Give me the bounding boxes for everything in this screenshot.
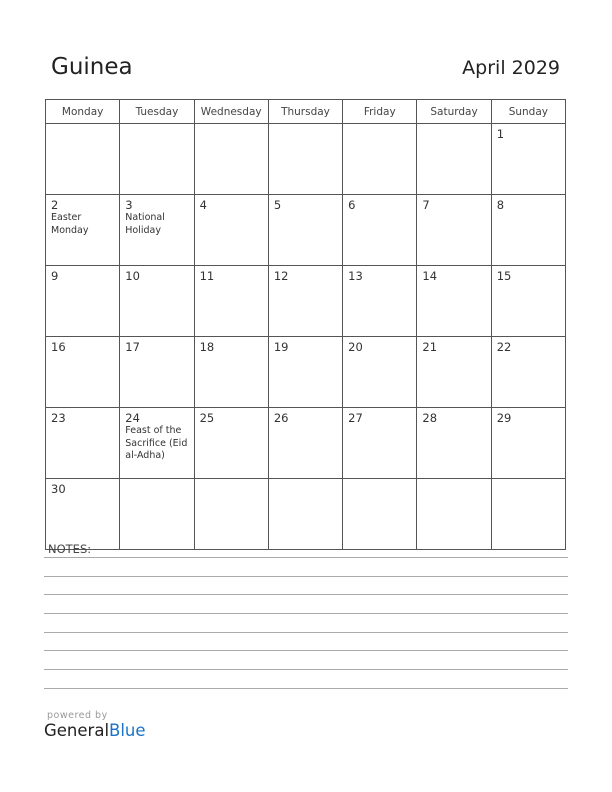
day-cell <box>194 337 268 408</box>
day-cell <box>194 266 268 337</box>
day-number: 11 <box>199 269 215 283</box>
day-number: 20 <box>348 340 363 354</box>
day-cell <box>417 266 491 337</box>
day-number: 9 <box>51 269 59 283</box>
day-number: 21 <box>422 340 438 354</box>
day-cell <box>46 266 120 337</box>
day-number: 12 <box>273 269 289 283</box>
day-cell <box>194 479 268 550</box>
day-cell <box>417 195 491 266</box>
day-number: 15 <box>496 269 512 283</box>
notes-line <box>44 594 568 595</box>
day-number: 28 <box>422 411 438 425</box>
day-cell <box>491 408 565 479</box>
weekday-saturday: Saturday <box>417 100 491 124</box>
week-row <box>46 479 566 550</box>
day-number: 23 <box>51 411 66 425</box>
day-cell <box>417 337 491 408</box>
weekday-tuesday: Tuesday <box>120 100 194 124</box>
day-cell <box>120 195 194 266</box>
weekday-sunday: Sunday <box>491 100 565 124</box>
day-cell <box>343 124 417 195</box>
holiday-label: Feast of the Sacrifice (Eid al-Adha) <box>125 425 188 461</box>
day-cell <box>268 266 342 337</box>
day-number: 10 <box>125 269 140 283</box>
day-number: 4 <box>199 198 207 212</box>
day-cell <box>491 266 565 337</box>
day-number: 13 <box>348 269 363 283</box>
day-cell <box>120 408 194 479</box>
week-row <box>46 124 566 195</box>
day-number: 22 <box>496 340 512 354</box>
notes-line <box>44 632 568 633</box>
day-cell <box>491 195 565 266</box>
day-cell <box>46 195 120 266</box>
day-number: 5 <box>273 198 282 212</box>
day-cell <box>491 337 565 408</box>
day-number: 6 <box>348 198 356 212</box>
day-cell <box>46 124 120 195</box>
month-year-title: April 2029 <box>462 57 560 79</box>
day-number: 3 <box>125 198 133 212</box>
day-number: 26 <box>273 411 289 425</box>
week-row <box>46 195 566 266</box>
calendar-grid <box>45 99 566 550</box>
weekday-monday: Monday <box>46 100 120 124</box>
weekday-thursday: Thursday <box>268 100 342 124</box>
notes-line <box>44 557 568 558</box>
day-number: 19 <box>273 340 289 354</box>
day-cell <box>194 124 268 195</box>
day-cell <box>268 124 342 195</box>
day-number: 27 <box>348 411 363 425</box>
day-cell <box>343 195 417 266</box>
holiday-label: Easter Monday <box>51 212 89 236</box>
brand-logo[interactable] <box>44 721 146 740</box>
day-cell <box>268 479 342 550</box>
notes-line <box>44 669 568 670</box>
day-number: 1 <box>496 127 505 141</box>
day-cell <box>194 408 268 479</box>
day-cell <box>46 479 120 550</box>
day-cell <box>343 337 417 408</box>
country-title: Guinea <box>51 54 133 80</box>
day-cell <box>268 195 342 266</box>
day-cell <box>491 479 565 550</box>
day-cell <box>46 337 120 408</box>
day-cell <box>120 124 194 195</box>
day-cell <box>417 124 491 195</box>
week-row <box>46 408 566 479</box>
brand-general: General <box>44 721 110 740</box>
day-cell <box>120 266 194 337</box>
day-cell <box>120 337 194 408</box>
notes-line <box>44 613 568 614</box>
weekday-friday: Friday <box>343 100 417 124</box>
notes-line <box>44 688 568 689</box>
day-cell <box>417 479 491 550</box>
powered-by-text: powered by <box>47 710 108 721</box>
day-cell <box>268 408 342 479</box>
day-cell <box>343 266 417 337</box>
day-cell <box>120 479 194 550</box>
day-cell <box>194 195 268 266</box>
weekday-header-row <box>46 100 566 124</box>
day-cell <box>343 408 417 479</box>
holiday-label: National Holiday <box>125 212 165 236</box>
day-number: 2 <box>51 198 59 212</box>
week-row <box>46 266 566 337</box>
day-number: 16 <box>51 340 66 354</box>
notes-line <box>44 576 568 577</box>
day-number: 8 <box>496 198 505 212</box>
day-number: 7 <box>422 198 430 212</box>
day-number: 25 <box>199 411 215 425</box>
day-number: 17 <box>125 340 140 354</box>
day-cell <box>46 408 120 479</box>
day-cell <box>417 408 491 479</box>
day-cell <box>343 479 417 550</box>
day-number: 24 <box>125 411 140 425</box>
notes-line <box>44 650 568 651</box>
day-number: 14 <box>422 269 438 283</box>
week-row <box>46 337 566 408</box>
day-number: 18 <box>199 340 215 354</box>
day-cell <box>491 124 565 195</box>
weekday-wednesday: Wednesday <box>194 100 268 124</box>
brand-blue: Blue <box>109 721 146 740</box>
day-number: 30 <box>51 482 66 496</box>
day-cell <box>268 337 342 408</box>
day-number: 29 <box>496 411 512 425</box>
notes-label: NOTES: <box>48 542 92 556</box>
